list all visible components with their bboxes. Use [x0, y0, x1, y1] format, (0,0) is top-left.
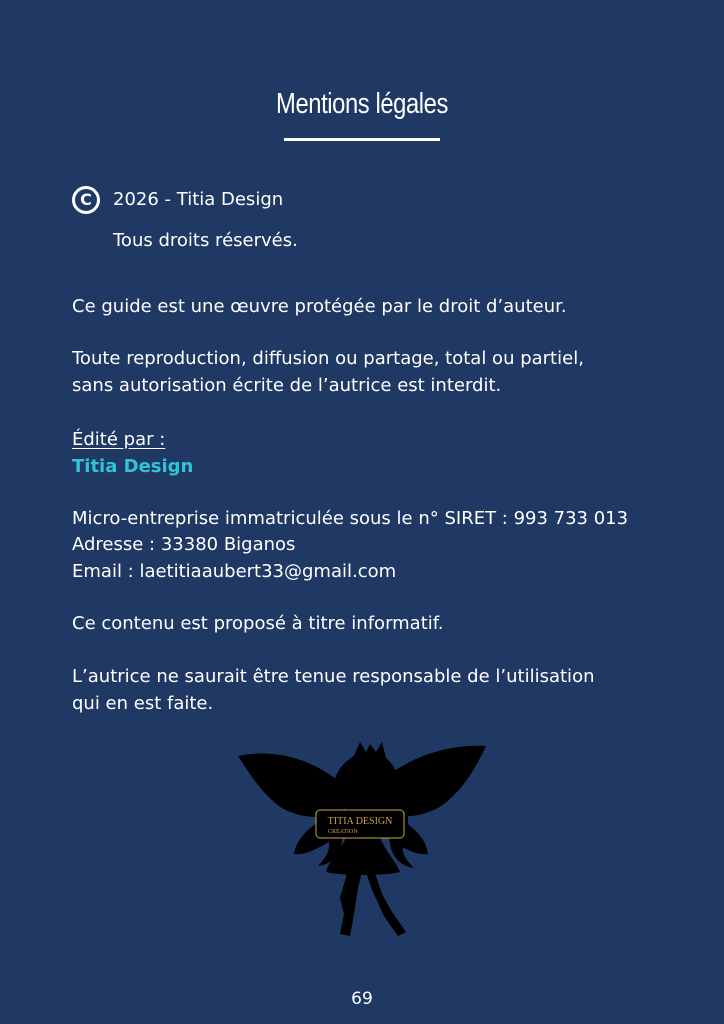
logo-text-sub: CREATION — [328, 829, 358, 835]
reproduction-text-line2: sans autorisation écrite de l’autrice est interdit. — [72, 375, 502, 396]
title-underline — [284, 138, 440, 141]
page-title: Mentions légales — [276, 88, 448, 120]
logo-left-leg — [340, 870, 362, 936]
rights-reserved-line: Tous droits réservés. — [113, 230, 298, 251]
titia-design-logo — [236, 738, 488, 940]
reproduction-text-line1: Toute reproduction, diffusion ou partage, total ou partiel, — [72, 348, 584, 369]
protected-work-text: Ce guide est une œuvre protégée par le droit d’auteur. — [72, 296, 567, 317]
page-number: 69 — [351, 989, 373, 1009]
siret-text: Micro-entreprise immatriculée sous le n° SIRET : 993 733 013 — [72, 508, 629, 529]
copyright-icon: C — [72, 186, 100, 214]
edited-by-label: Édité par : — [72, 429, 166, 450]
logo-text-main: TITIA DESIGN — [327, 816, 393, 827]
email-text: Email : laetitiaaubert33@gmail.com — [72, 561, 397, 582]
informative-notice: Ce contenu est proposé à titre informatif. — [72, 613, 444, 634]
copyright-year-line: 2026 - Titia Design — [113, 189, 284, 210]
publisher-name: Titia Design — [72, 456, 194, 477]
liability-text-line2: qui en est faite. — [72, 693, 214, 714]
logo-right-leg — [366, 870, 406, 936]
address-text: Adresse : 33380 Biganos — [72, 534, 296, 555]
liability-text-line1: L’autrice ne saurait être tenue responsable de l’utilisation — [72, 666, 595, 687]
